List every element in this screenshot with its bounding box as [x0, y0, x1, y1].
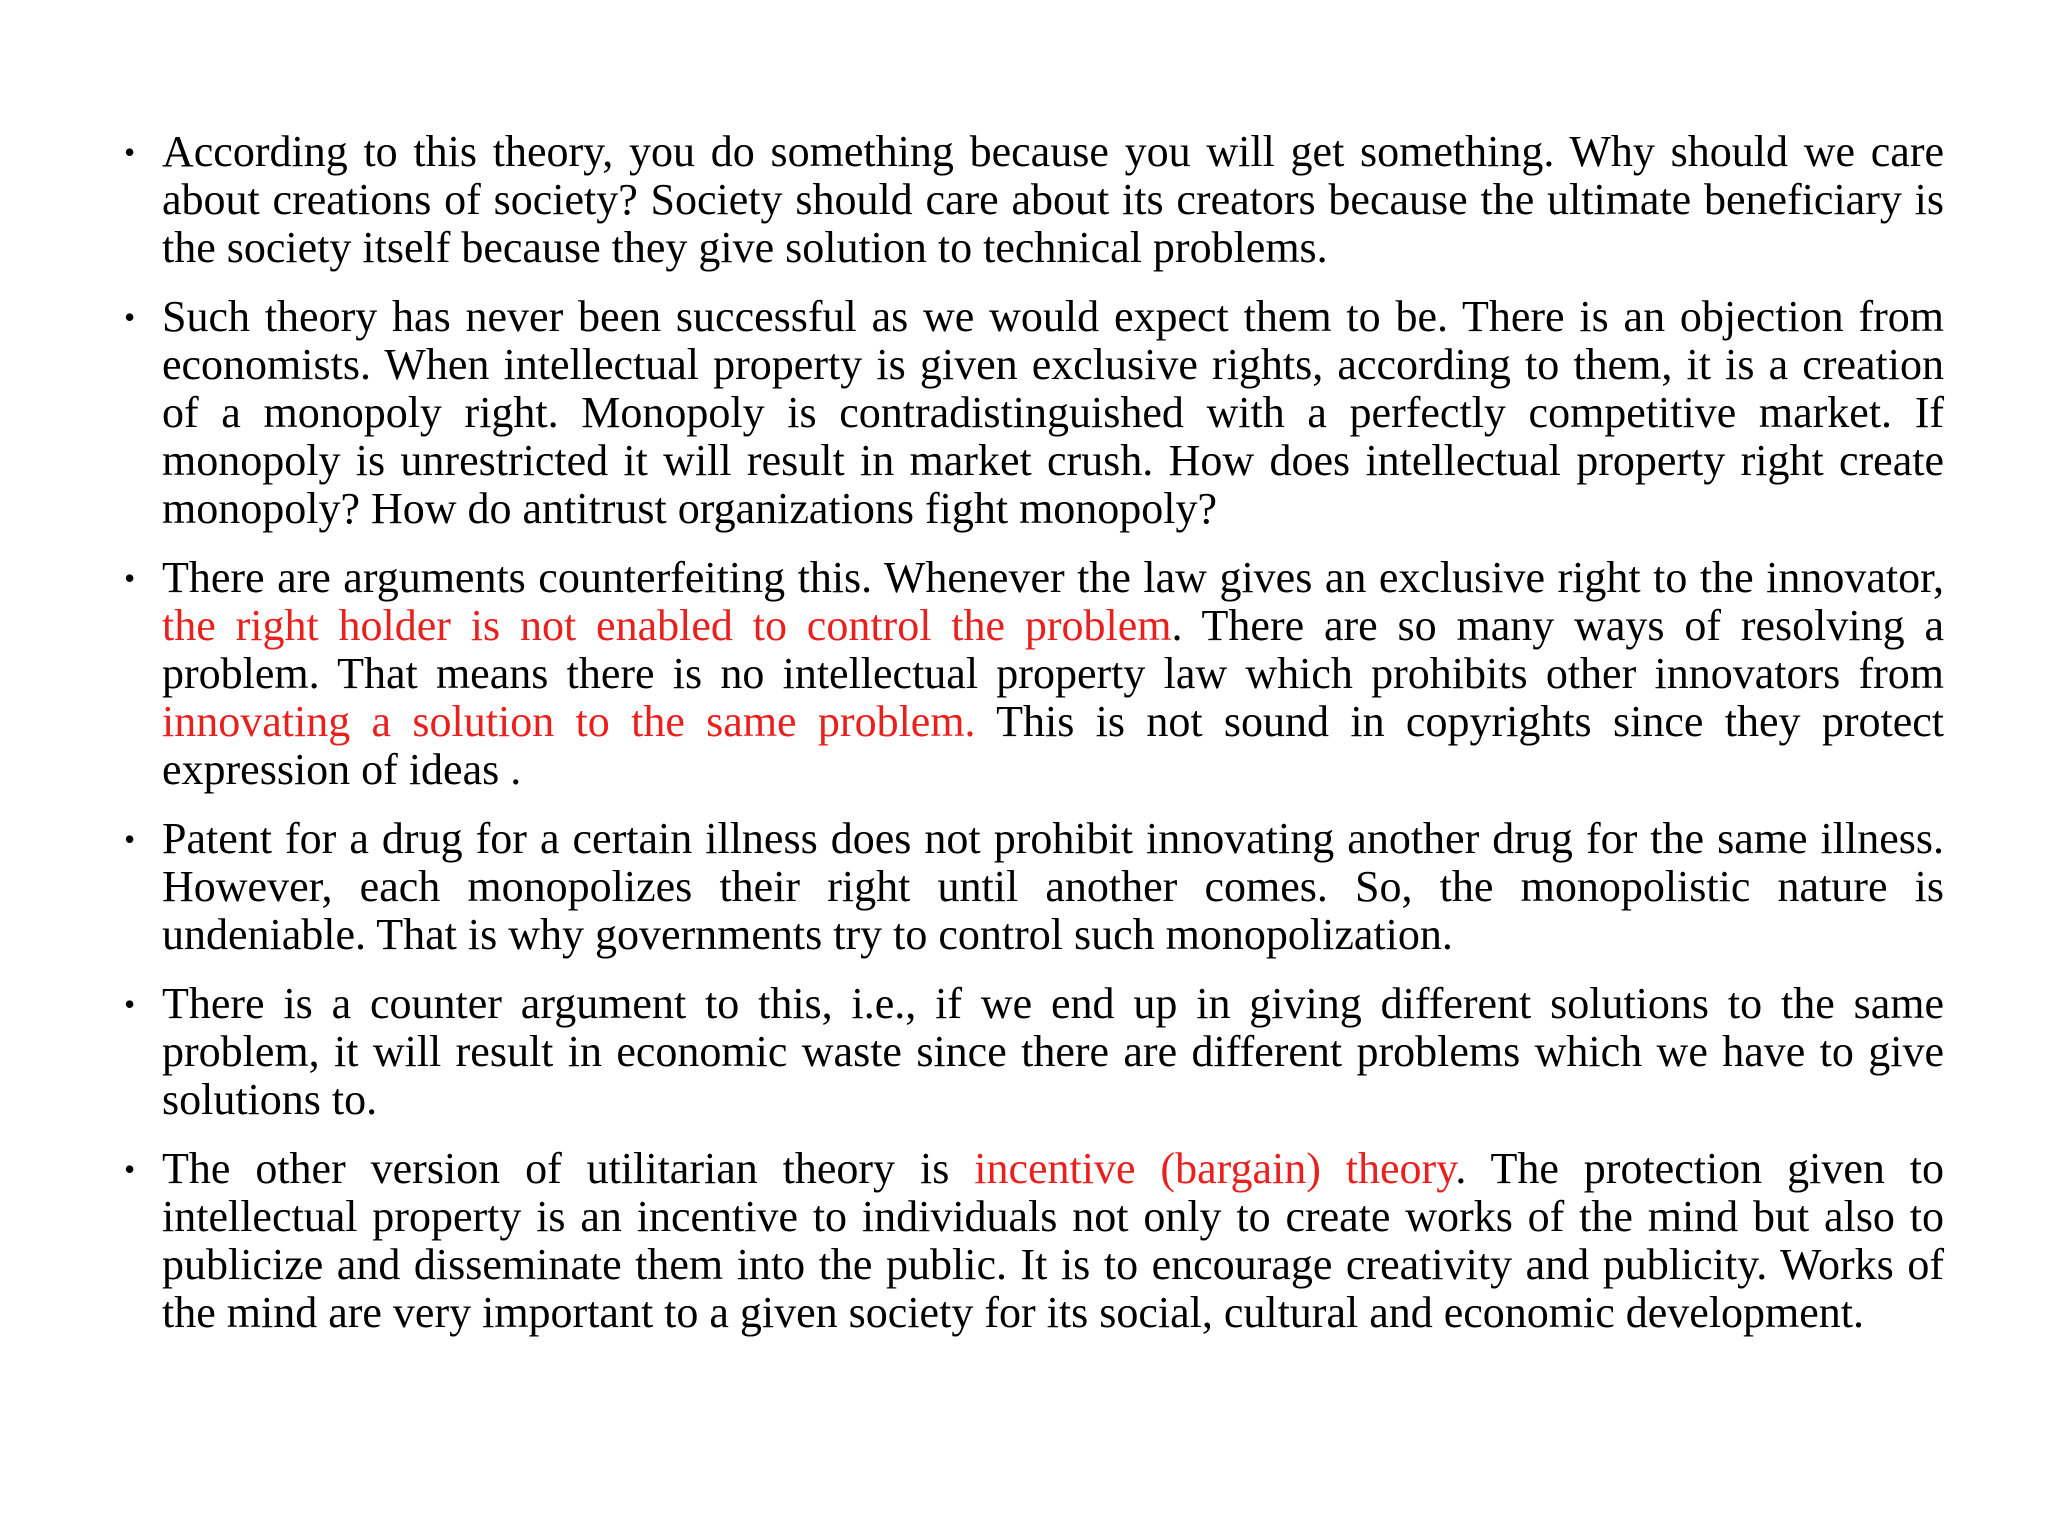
bullet-text: According to this theory, you do something because you will get something. Why should we care about creations of society? Society should care about its creators because the ultimate beneficiary is the society itself because they give solution to technical problems.	[162, 127, 1944, 272]
bullet-text: . The protection given to intellectual property is an incentive to individuals not only to create works of the mind but also to publicize and disseminate them into the public. It is to encourage creativity and publicity. Works of the mind are very important to a given society for its social, cultural and economic development.	[162, 1144, 1944, 1337]
bullet-text: This is not sound in copyrights since they protect expression of ideas .	[162, 697, 1944, 794]
bullet-text: . There are so many ways of resolving a problem. That means there is no intellectual property law which prohibits other innovators from	[162, 601, 1945, 698]
bullet-item-4	[124, 815, 1944, 959]
bullet-item-1	[124, 128, 1944, 272]
bullet-text: Patent for a drug for a certain illness does not prohibit innovating another drug for the same illness. However, each monopolizes their right until another comes. So, the monopolistic nature is undeniable. That is why governments try to control such monopolization.	[162, 814, 1944, 959]
highlighted-text: incentive (bargain) theory	[974, 1144, 1456, 1193]
bullet-dot-icon: •	[124, 560, 136, 596]
highlighted-text: innovating a solution to the same problem.	[162, 697, 976, 746]
bullet-item-2	[124, 293, 1944, 533]
bullet-dot-icon: •	[124, 821, 136, 857]
bullet-text: Such theory has never been successful as we would expect them to be. There is an objection from economists. When intellectual property is given exclusive rights, according to them, it is a creation of a monopoly right. Monopoly is contradistinguished with a perfectly competitive market. If monopoly is unrestricted it will result in market crush. How does intellectual property right create monopoly? How do antitrust organizations fight monopoly?	[162, 292, 1944, 533]
bullet-dot-icon: •	[124, 299, 136, 335]
bullet-item-6	[124, 1145, 1944, 1337]
bullet-list	[124, 128, 1944, 1358]
bullet-text: There is a counter argument to this, i.e., if we end up in giving different solutions to the same problem, it will result in economic waste since there are different problems which we have to give solutions to.	[162, 979, 1944, 1124]
bullet-text: There are arguments counterfeiting this. Whenever the law gives an exclusive right to the innovator,	[162, 553, 1944, 602]
highlighted-text: the right holder is not enabled to control the problem	[162, 601, 1172, 650]
bullet-text: The other version of utilitarian theory is	[162, 1144, 975, 1193]
bullet-dot-icon: •	[124, 134, 136, 170]
bullet-dot-icon: •	[124, 1151, 136, 1187]
bullet-dot-icon: •	[124, 986, 136, 1022]
bullet-item-3	[124, 554, 1944, 794]
bullet-item-5	[124, 980, 1944, 1124]
